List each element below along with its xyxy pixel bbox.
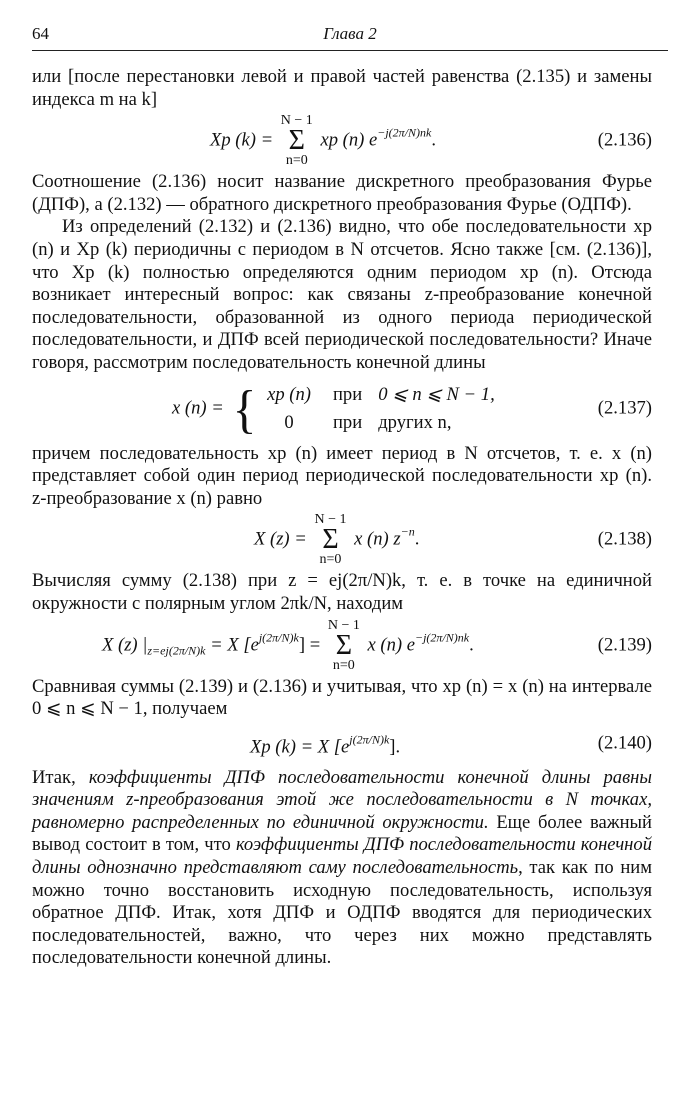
eq139-body: x (n) e [367,633,415,655]
eq140-exponent: j(2π/N)k [349,732,390,747]
page-number: 64 [32,24,49,43]
eq139-exponent: −j(2π/N)nk [415,629,470,644]
eq139-number: (2.139) [597,634,652,656]
eq137-lhs: x (n) = [172,396,224,418]
page-header [32,24,668,48]
eq139-sum: N − 1 Σ n=0 [327,617,360,673]
chapter-title: Глава 2 [323,24,377,43]
paragraph-1: или [после перестановки левой и правой частей равенства (2.135) и замены индекса m на k] [32,66,652,110]
eq140-lhs: Xp (k) = X [e [250,736,350,758]
brace-symbol: { [232,379,257,438]
equation-2-137 [32,375,652,443]
eq138-body: x (n) z [354,528,401,550]
eq136-sum: N − 1 Σ n=0 [280,113,313,169]
paragraph-4: причем последовательность xp (n) имеет период в N отсчетов, т. е. x (n) представляет собой один период периодической последовательности xp (n). z-преобразование x (n) равно [32,442,652,509]
eq137-cases: xp (n) при 0 ⩽ n ⩽ N − 1, 0 при других n, [267,383,495,433]
equation-2-136: Xp (k) = N − 1 Σ n=0 xp (n) $e^{-j(2\pi/N)nk}$. (2.136) [210,113,652,169]
eq137-number: (2.137) [597,397,652,419]
eq138-lhs: X (z) = [254,528,307,550]
eq140-number: (2.140) [597,732,652,754]
paragraph-7: Итак, коэффициенты ДПФ последовательности конечной длины равны значениям z-преобразования этой же последовательности в N точках, равномерно распределенных по единичной окружности. Еще более важный вывод состоит в том, что коэффициенты ДПФ последовательности конечной длины однозначно представляют саму последовательность, так как по ним можно точно восстановить исходную последовательность, используя обратное ДПФ. Итак, хотя ДПФ и ОДПФ вводятся для периодических последовательностей, важно, что через них можно представлять последовательности конечной длины. [32,766,653,969]
paragraph-6: Сравнивая суммы (2.139) и (2.136) и учитывая, что xp (n) = x (n) на интервале 0 ⩽ n ⩽ N − 1, получаем [32,675,652,720]
eq136-exponent: −j(2π/N)nk [377,125,432,140]
paragraph-2: Соотношение (2.136) носит название дискретного преобразования Фурье (ДПФ), а (2.132) — обратного дискретного преобразования Фурье (ОДПФ). [32,171,652,215]
equation-2-138: X (z) = N − 1 Σ n=0 x (n) $z^{-n}$. (2.138) [254,512,652,568]
paragraph-3: Из определений (2.132) и (2.136) видно, что обе последовательности xp (n) и Xp (k) периодичны с периодом в N отсчетов. Ясно также [см. (2.136)], что Xp (k) полностью определяются одним периодом xp (n). Отсюда возникает интересный вопрос: как связаны z-преобразование конечной последовательности, образованной из одного периода периодической последовательности, и ДПФ всей периодической последовательности? Иначе говоря, рассмотрим последовательность конечной длины [32,216,652,373]
eq139-subscript: z=ej(2π/N)k [147,642,206,657]
eq136-lhs: Xp (k) = [210,129,274,151]
equation-2-140: Xp (k) = X $[e^{j(2\pi/N)k}]$. (2.140) [250,732,652,758]
eq138-exponent: −n [400,524,415,539]
eq139-lhs: X (z) | [102,633,148,655]
emphasis-statement-1: коэффициенты ДПФ последовательности конечной длины равны значениям z-преобразования этой же последовательности в N точках, равномерно распределенных по единичной окружности. [32,766,652,833]
eq138-sum: N − 1 Σ n=0 [314,512,347,568]
emphasis-statement-2: коэффициенты ДПФ последовательности конечной длины однозначно представляют саму последовательность [32,834,653,879]
eq138-number: (2.138) [597,529,652,551]
paragraph-5: Вычисляя сумму (2.138) при z = ej(2π/N)k, т. е. в точке на единичной окружности с полярным углом 2πk/N, находим [32,570,652,614]
page-body [32,66,652,970]
eq136-body: xp (n) e [320,129,378,151]
eq136-number: (2.136) [597,129,652,151]
header-rule [32,50,668,51]
equation-2-139: X (z) $|_{z=ej(2\pi/N)k} = X$ $[e^{j(2\pi/N)k}] = N - 1$ Σ n=0 x (n) $e^{-j(2\pi/N)nk}$. (2.139) [102,617,652,673]
